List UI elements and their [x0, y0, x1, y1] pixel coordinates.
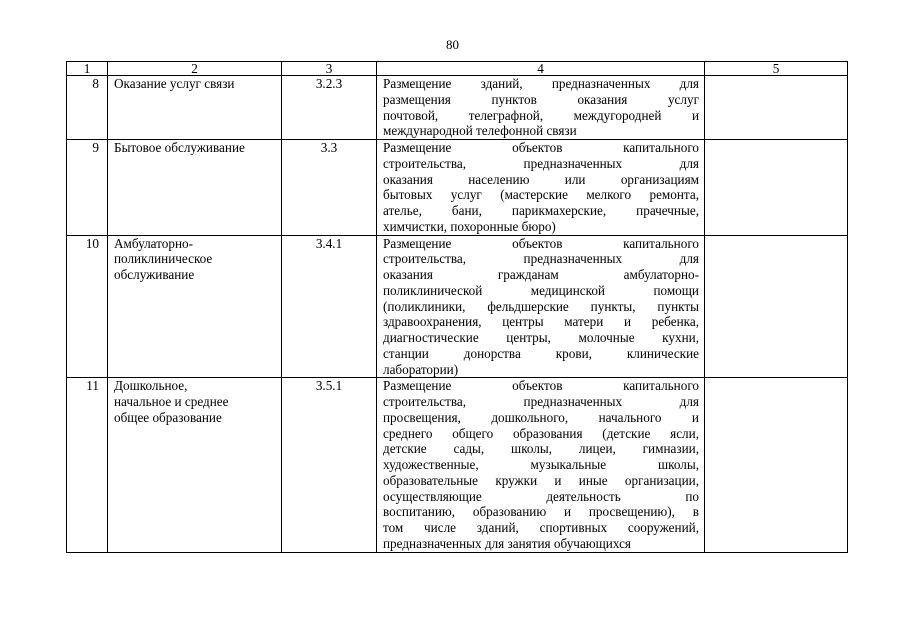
description-line: строительства, предназначенных для: [383, 155, 699, 171]
row-number: 11: [67, 378, 108, 552]
land-use-name-line: Оказание услуг связи: [114, 76, 235, 91]
table-body: [67, 76, 848, 553]
description-line: размещения пунктов оказания услуг: [383, 91, 699, 107]
header-col-5: 5: [705, 62, 848, 76]
column-5-cell: [705, 76, 848, 140]
column-5-cell: [705, 235, 848, 378]
header-col-2: 2: [108, 62, 282, 76]
table-row: [67, 140, 848, 236]
description-line: художественные, музыкальные школы,: [383, 457, 699, 472]
land-use-description: [377, 140, 705, 236]
table-row: [67, 378, 848, 552]
land-use-name: [108, 140, 282, 236]
land-use-name-line: Дошкольное,: [114, 378, 188, 394]
classifier-code: 3.2.3: [282, 76, 377, 140]
classifier-code: 3.3: [282, 140, 377, 236]
description-line: том числе зданий, спортивных сооружений,: [383, 520, 699, 535]
description-line: среднего общего образования (детские ясли,: [383, 425, 699, 441]
page-number: 80: [446, 37, 459, 52]
description-line: здравоохранения, центры матери и ребенка,: [383, 314, 699, 330]
description-line: бытовых услуг (мастерские мелкого ремонта,: [383, 187, 699, 203]
description-line: воспитанию, образованию и просвещению), в: [383, 504, 699, 520]
header-col-3: 3: [282, 62, 377, 76]
description-line: диагностические центры, молочные кухни,: [383, 330, 699, 345]
row-number: 9: [67, 140, 108, 236]
land-use-name: [108, 378, 282, 552]
column-5-cell: [705, 140, 848, 236]
description-line: Размещение объектов капитального: [383, 378, 699, 394]
land-use-name: [108, 76, 282, 140]
description-line: Размещение зданий, предназначенных для: [383, 76, 699, 91]
land-use-description: [377, 378, 705, 552]
land-use-name-line: общее образование: [114, 409, 222, 425]
land-use-name: [108, 235, 282, 378]
description-line: Размещение объектов капитального: [383, 140, 699, 155]
description-line: строительства, предназначенных для: [383, 394, 699, 409]
description-line: образовательные кружки и иные организации,: [383, 472, 699, 488]
row-number: 8: [67, 76, 108, 140]
land-use-name-line: начальное и среднее: [114, 394, 229, 409]
classifier-code: 3.5.1: [282, 378, 377, 552]
row-number: 10: [67, 235, 108, 378]
header-col-1: 1: [67, 62, 108, 76]
description-line: почтовой, телеграфной, междугородней и: [383, 107, 699, 123]
description-line: лаборатории): [383, 361, 459, 377]
description-line: (поликлиники, фельдшерские пункты, пункты: [383, 298, 699, 314]
description-line: детские сады, школы, лицеи, гимназии,: [383, 441, 699, 457]
description-line: химчистки, похоронные бюро): [383, 218, 556, 234]
land-use-table: [66, 61, 848, 553]
description-line: оказания населению или организациям: [383, 171, 699, 187]
table-row: [67, 76, 848, 140]
classifier-code: 3.4.1: [282, 235, 377, 378]
description-line: оказания гражданам амбулаторно-: [383, 267, 699, 282]
table-row: [67, 235, 848, 378]
column-5-cell: [705, 378, 848, 552]
land-use-description: [377, 76, 705, 140]
description-line: международной телефонной связи: [383, 123, 577, 139]
description-line: станции донорства крови, клинические: [383, 345, 699, 361]
description-line: поликлинической медицинской помощи: [383, 282, 699, 298]
description-line: осуществляющие деятельность по: [383, 488, 699, 504]
description-line: строительства, предназначенных для: [383, 251, 699, 267]
description-line: предназначенных для занятия обучающихся: [383, 535, 631, 551]
land-use-name-line: обслуживание: [114, 267, 195, 282]
land-use-name-line: Бытовое обслуживание: [114, 140, 245, 155]
header-col-4: 4: [377, 62, 705, 76]
description-line: просвещения, дошкольного, начального и: [383, 409, 699, 425]
table-header-row: [67, 62, 848, 76]
land-use-name-line: Амбулаторно-: [114, 235, 194, 251]
land-use-name-line: поликлиническое: [114, 251, 213, 267]
description-line: Размещение объектов капитального: [383, 235, 699, 251]
land-use-description: [377, 235, 705, 378]
description-line: ателье, бани, парикмахерские, прачечные,: [383, 203, 699, 218]
